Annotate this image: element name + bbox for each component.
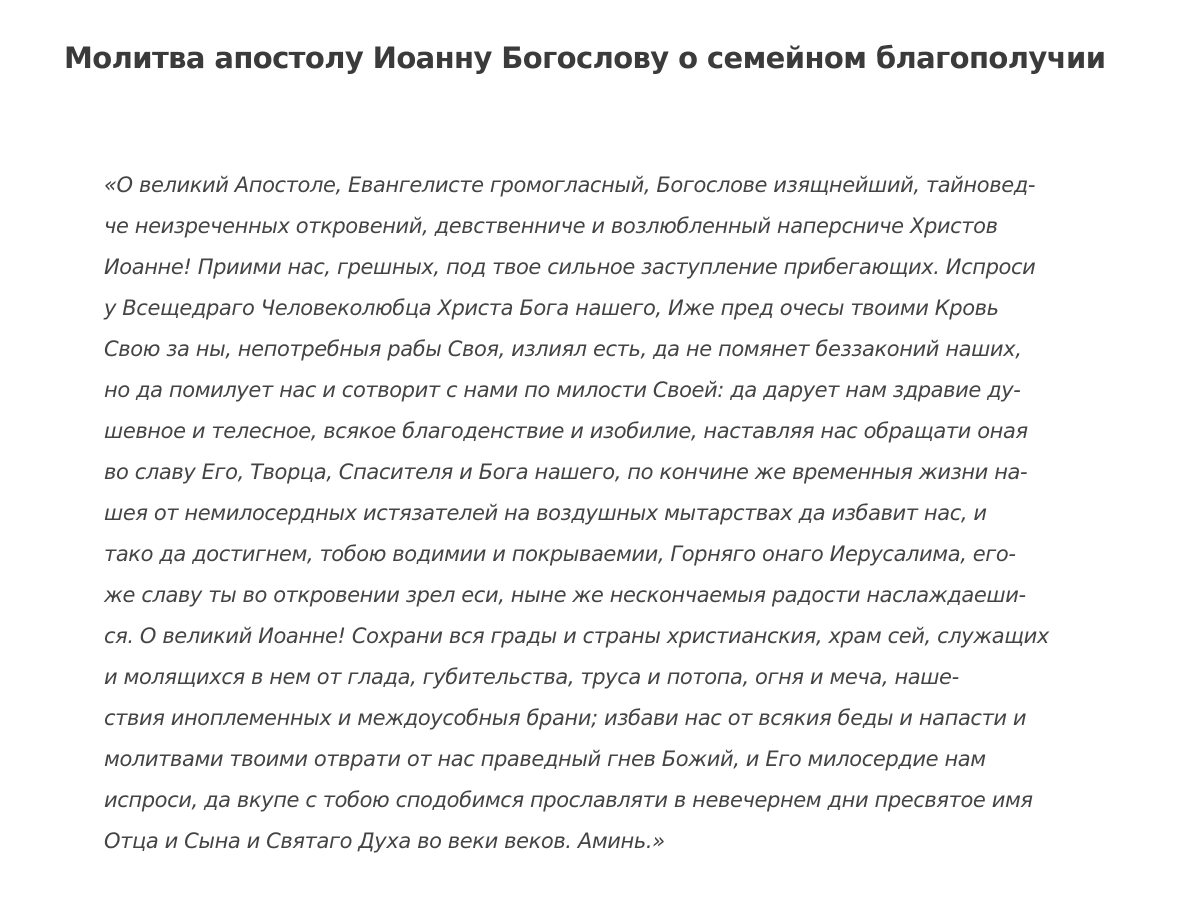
prayer-line: Иоанне! Приими нас, грешных, под твое сильное заступление прибегающих. Испроси xyxy=(104,255,1036,279)
prayer-text xyxy=(104,165,1114,862)
prayer-line: же славу ты во откровении зрел еси, ныне же нескончаемыя радости наслаждаеши- xyxy=(104,583,1026,607)
prayer-line: но да помилует нас и сотворит с нами по милости Своей: да дарует нам здравие ду- xyxy=(104,378,1021,402)
prayer-line: «О великий Апостоле, Евангелисте громогласный, Богослове изящнейший, тайновед- xyxy=(104,173,1036,197)
page-title: Молитва апостолу Иоанну Богослову о семейном благополучии xyxy=(64,41,1106,75)
prayer-line: шевное и телесное, всякое благоденствие и изобилие, наставляя нас обращати оная xyxy=(104,419,1028,443)
prayer-line: Свою за ны, непотребныя рабы Своя, излиял есть, да не помянет беззаконий наших, xyxy=(104,337,1022,361)
prayer-line: молитвами твоими отврати от нас праведный гнев Божий, и Его милосердие нам xyxy=(104,747,986,771)
prayer-line: че неизреченных откровений, девственниче и возлюбленный наперсниче Христов xyxy=(104,214,998,238)
prayer-line: ся. О великий Иоанне! Сохрани вся грады и страны христианския, храм сей, служащих xyxy=(104,624,1049,648)
prayer-line: и молящихся в нем от глада, губительства, труса и потопа, огня и меча, наше- xyxy=(104,665,959,689)
prayer-line: Отца и Сына и Святаго Духа во веки веков. Аминь.» xyxy=(104,829,665,853)
prayer-line: ствия иноплеменных и междоусобныя брани; избави нас от всякия беды и напасти и xyxy=(104,706,1027,730)
prayer-line: испроси, да вкупе с тобою сподобимся прославляти в невечернем дни пресвятое имя xyxy=(104,788,1033,812)
prayer-line: тако да достигнем, тобою водимии и покрываемии, Горняго онаго Иерусалима, его- xyxy=(104,542,1016,566)
prayer-line: во славу Его, Творца, Спасителя и Бога нашего, по кончине же временныя жизни на- xyxy=(104,460,1028,484)
prayer-line: у Всещедраго Человеколюбца Христа Бога нашего, Иже пред очесы твоими Кровь xyxy=(104,296,999,320)
prayer-line: шея от немилосердных истязателей на воздушных мытарствах да избавит нас, и xyxy=(104,501,987,525)
